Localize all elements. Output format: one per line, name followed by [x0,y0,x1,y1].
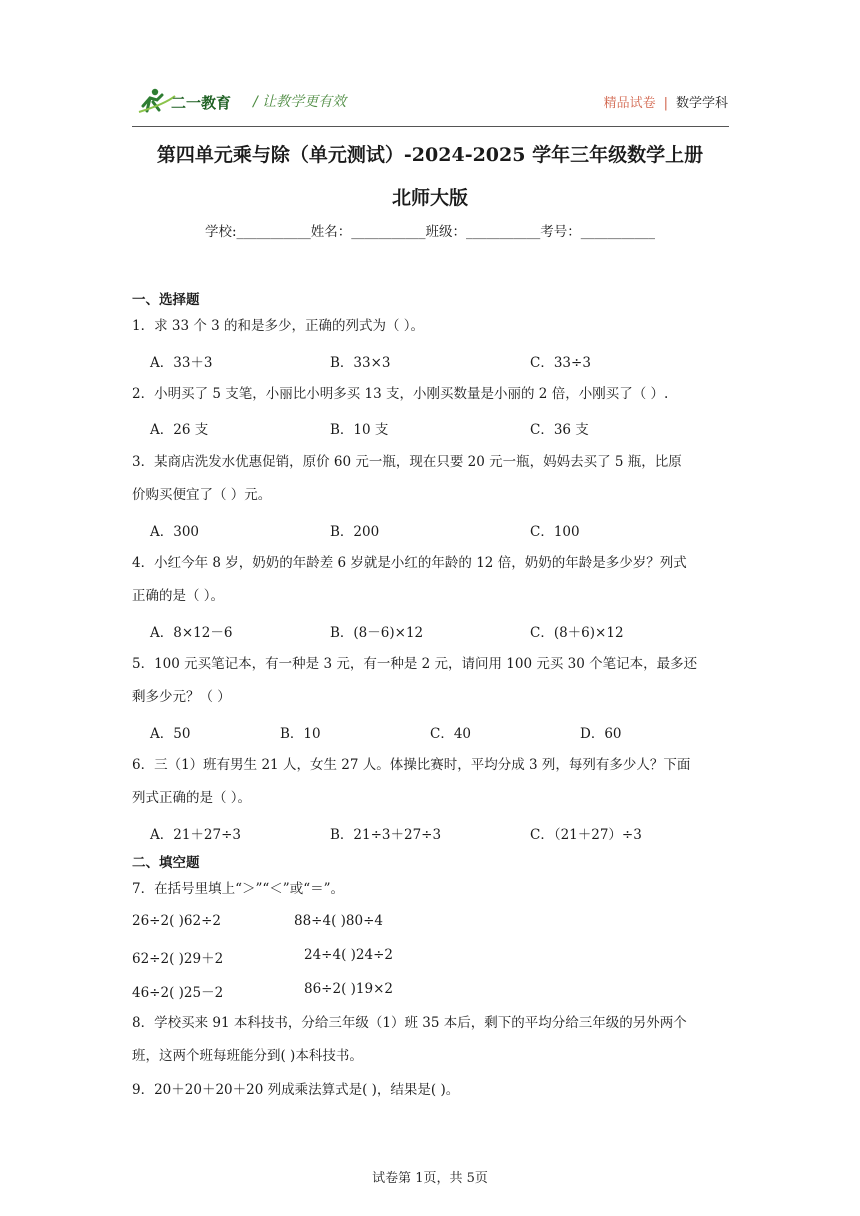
header-slogan: / 让教学更有效 [253,94,347,110]
q4-option-c: C．(8＋6)×12 [530,625,624,641]
question-5-line2: 剩多少元？（ ） [132,689,231,705]
section-heading-choice: 一、选择题 [132,292,200,308]
q4-option-b: B．(8－6)×12 [330,625,424,641]
q5-option-c: C．40 [430,726,472,742]
question-3-line1: 3．某商店洗发水优惠促销，原价 60 元一瓶，现在只要 20 元一瓶，妈妈去买了 5 瓶，比原 [132,454,682,470]
q5-option-d: D．60 [580,726,622,742]
page-title-line1: 第四单元乘与除（单元测试）-2024-2025 学年三年级数学上册 [156,144,704,166]
header-right [604,92,728,111]
q1-option-c: C．33÷3 [530,355,591,371]
header-tag: 精品试卷 [603,96,656,111]
q3-option-b: B．200 [330,524,380,540]
runner-logo-icon [135,86,245,116]
question-8-line1: 8．学校买来 91 本科技书，分给三年级（1）班 35 本后，剩下的平均分给三年级的另外两个 [132,1015,687,1031]
q7-row1-a: 26÷2( )62÷2 [132,913,221,929]
question-1: 1．求 33 个 3 的和是多少，正确的列式为（ ）。 [132,318,425,334]
q3-option-c: C．100 [530,524,580,540]
q6-option-a: A．21＋27÷3 [150,827,242,843]
q4-option-a: A．8×12－6 [150,625,233,641]
question-9: 9．20＋20＋20＋20 列成乘法算式是( )，结果是( )。 [132,1082,460,1098]
question-3-line2: 价购买便宜了（ ）元。 [132,487,272,503]
header-divider [132,126,729,127]
q7-row1-b: 88÷4( )80÷4 [294,913,383,929]
question-2: 2．小明买了 5 支笔，小丽比小明多买 13 支，小刚买数量是小丽的 2 倍，小刚买了（ ）. [132,386,669,402]
q5-option-a: A．50 [150,726,191,742]
q6-option-b: B．21÷3＋27÷3 [330,827,442,843]
question-4-line1: 4．小红今年 8 岁，奶奶的年龄差 6 岁就是小红的年龄的 12 倍，奶奶的年龄是多少岁？列式 [132,555,687,571]
page-footer: 试卷第 1页，共 5页 [372,1171,488,1186]
question-7: 7．在括号里填上“＞”“＜”或“＝”。 [132,881,344,897]
brand-logo [135,86,245,116]
question-4-line2: 正确的是（ ）。 [132,588,225,604]
section-heading-fill: 二、填空题 [132,855,200,871]
header-separator: | [663,96,668,111]
q5-option-b: B．10 [280,726,321,742]
q7-row2-a: 62÷2( )29＋2 [132,951,224,967]
student-info-line: 学校:___________姓名：___________班级：___________考号：___________ [204,224,656,240]
q7-row2-b: 24÷4( )24÷2 [304,947,393,963]
q2-option-c: C．36 支 [530,422,589,438]
q7-row3-a: 46÷2( )25－2 [132,985,224,1001]
q3-option-a: A．300 [150,524,200,540]
q7-row3-b: 86÷2( )19×2 [304,981,393,997]
question-6-line2: 列式正确的是（ ）。 [132,790,252,806]
brand-name: 二一教育 [171,94,232,112]
q6-option-c: C．（21＋27）÷3 [530,827,642,843]
q1-option-a: A．33＋3 [150,355,213,371]
page-title-line2: 北师大版 [391,187,468,209]
header-subject: 数学学科 [675,96,728,111]
q2-option-a: A．26 支 [150,422,209,438]
question-8-line2: 班，这两个班每班能分到( )本科技书。 [132,1048,363,1064]
question-5-line1: 5．100 元买笔记本，有一种是 3 元，有一种是 2 元，请问用 100 元买 30 个笔记本，最多还 [132,656,698,672]
question-6-line1: 6．三（1）班有男生 21 人，女生 27 人。体操比赛时，平均分成 3 列，每列有多少人？下面 [132,757,691,773]
q1-option-b: B．33×3 [330,355,391,371]
q2-option-b: B．10 支 [330,422,389,438]
